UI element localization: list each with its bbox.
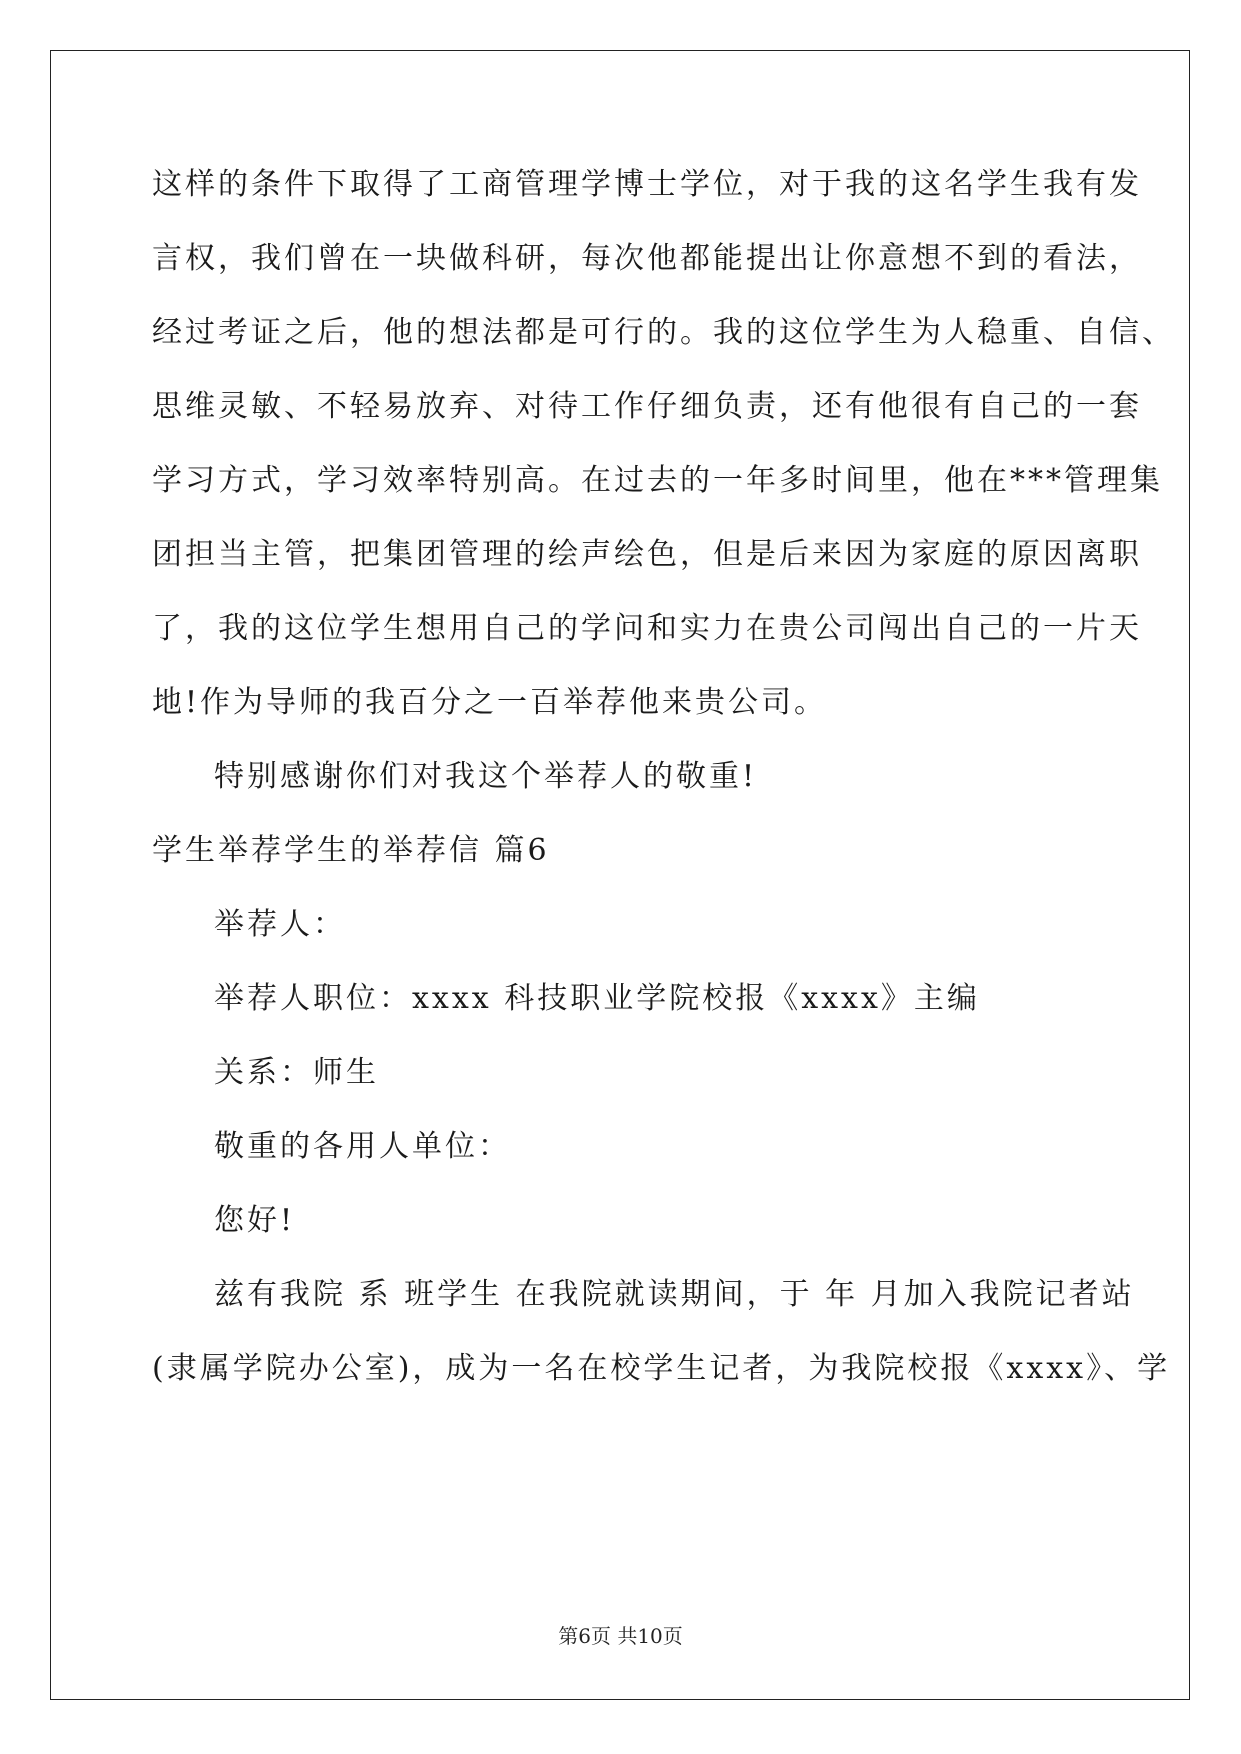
body-line: 经过考证之后，他的想法都是可行的。我的这位学生为人稳重、自信、 <box>152 315 1175 350</box>
page-number: 第6页 共10页 <box>558 1624 683 1648</box>
body-line: 了，我的这位学生想用自己的学问和实力在贵公司闯出自己的一片天 <box>152 611 1142 646</box>
body-line: 兹有我院 系 班学生 在我院就读期间，于 年 月加入我院记者站 <box>214 1277 1135 1312</box>
recommender-position: 举荐人职位：xxxx 科技职业学院校报《xxxx》主编 <box>214 981 980 1016</box>
greeting: 您好! <box>214 1203 296 1238</box>
section-heading: 学生举荐学生的举荐信 篇6 <box>152 833 550 868</box>
body-line: (隶属学院办公室)，成为一名在校学生记者，为我院校报《xxxx》、学 <box>152 1351 1171 1386</box>
body-line: 这样的条件下取得了工商管理学博士学位，对于我的这名学生我有发 <box>152 167 1142 202</box>
body-line: 团担当主管，把集团管理的绘声绘色，但是后来因为家庭的原因离职 <box>152 537 1142 572</box>
body-line: 地!作为导师的我百分之一百举荐他来贵公司。 <box>152 685 828 720</box>
page-footer <box>0 1624 1241 1648</box>
body-line: 言权，我们曾在一块做科研，每次他都能提出让你意想不到的看法， <box>152 241 1142 276</box>
page-frame <box>50 50 1190 1700</box>
recommender-label: 举荐人： <box>214 907 346 942</box>
thanks-line: 特别感谢你们对我这个举荐人的敬重! <box>214 759 758 794</box>
salutation: 敬重的各用人单位： <box>214 1129 511 1164</box>
body-line: 思维灵敏、不轻易放弃、对待工作仔细负责，还有他很有自己的一套 <box>152 389 1142 424</box>
body-line: 学习方式，学习效率特别高。在过去的一年多时间里，他在***管理集 <box>152 463 1163 498</box>
relationship: 关系：师生 <box>214 1055 379 1090</box>
